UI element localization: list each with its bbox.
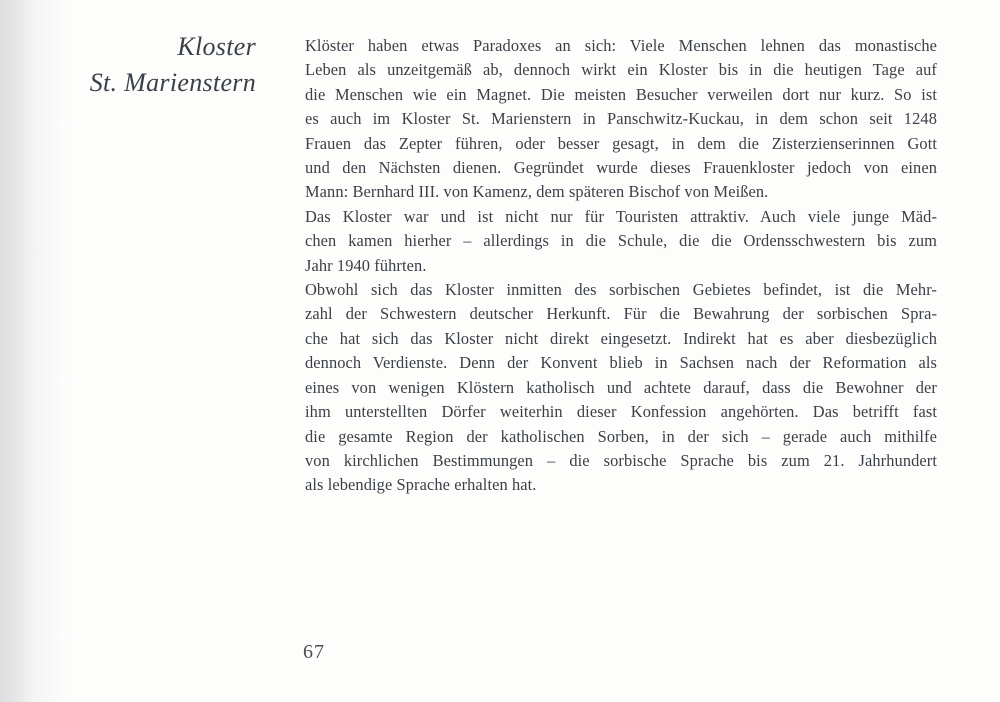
page-number: 67	[303, 641, 325, 663]
text-line: Frauen das Zepter führen, oder besser gesagt, in dem die Zisterzienserinnen Gott	[305, 133, 937, 153]
text-line: eines von wenigen Klöstern katholisch und achtete darauf, dass die Bewohner der	[305, 377, 937, 397]
text-line: zahl der Schwestern deutscher Herkunft. Für die Bewahrung der sorbischen Spra-	[305, 304, 937, 324]
text-line: von kirchlichen Bestimmungen – die sorbische Sprache bis zum 21. Jahrhundert	[305, 450, 937, 470]
chapter-heading	[40, 29, 256, 101]
page-gutter-shadow	[0, 0, 70, 702]
text-line: und den Nächsten dienen. Gegründet wurde dieses Frauenkloster jedoch von einen	[305, 158, 937, 178]
text-line: Das Kloster war und ist nicht nur für Touristen attraktiv. Auch viele junge Mäd-	[305, 206, 937, 226]
text-line: Klöster haben etwas Paradoxes an sich: Viele Menschen lehnen das monastische	[305, 36, 937, 55]
text-line: dennoch Verdienste. Denn der Konvent blieb in Sachsen nach der Reformation als	[305, 353, 937, 373]
chapter-heading-line1: Kloster	[177, 32, 256, 61]
text-line: die Menschen wie ein Magnet. Die meisten Besucher verweilen dort nur kurz. So ist	[305, 84, 937, 104]
chapter-heading-line2: St. Marienstern	[89, 68, 256, 97]
text-line: ihm unterstellten Dörfer weiterhin dieser Konfession angehörten. Das betrifft fast	[305, 402, 937, 422]
text-line: die gesamte Region der katholischen Sorben, in der sich – gerade auch mithilfe	[305, 426, 937, 446]
text-line: es auch im Kloster St. Marienstern in Panschwitz-Kuckau, in dem schon seit 1248	[305, 109, 937, 129]
text-line: als lebendige Sprache erhalten hat.	[305, 475, 537, 495]
text-line: chen kamen hierher – allerdings in die Schule, die die Ordensschwestern bis zum	[305, 231, 937, 251]
text-line: Mann: Bernhard III. von Kamenz, dem späteren Bischof von Meißen.	[305, 182, 769, 202]
text-line: Obwohl sich das Kloster inmitten des sorbischen Gebietes befindet, ist die Mehr-	[305, 280, 937, 300]
text-line: Jahr 1940 führten.	[305, 255, 427, 275]
text-line: Leben als unzeitgemäß ab, dennoch wirkt ein Kloster bis in die heutigen Tage auf	[305, 60, 937, 80]
text-line: che hat sich das Kloster nicht direkt eingesetzt. Indirekt hat es aber diesbezüglich	[305, 328, 937, 348]
body-text	[305, 34, 937, 498]
